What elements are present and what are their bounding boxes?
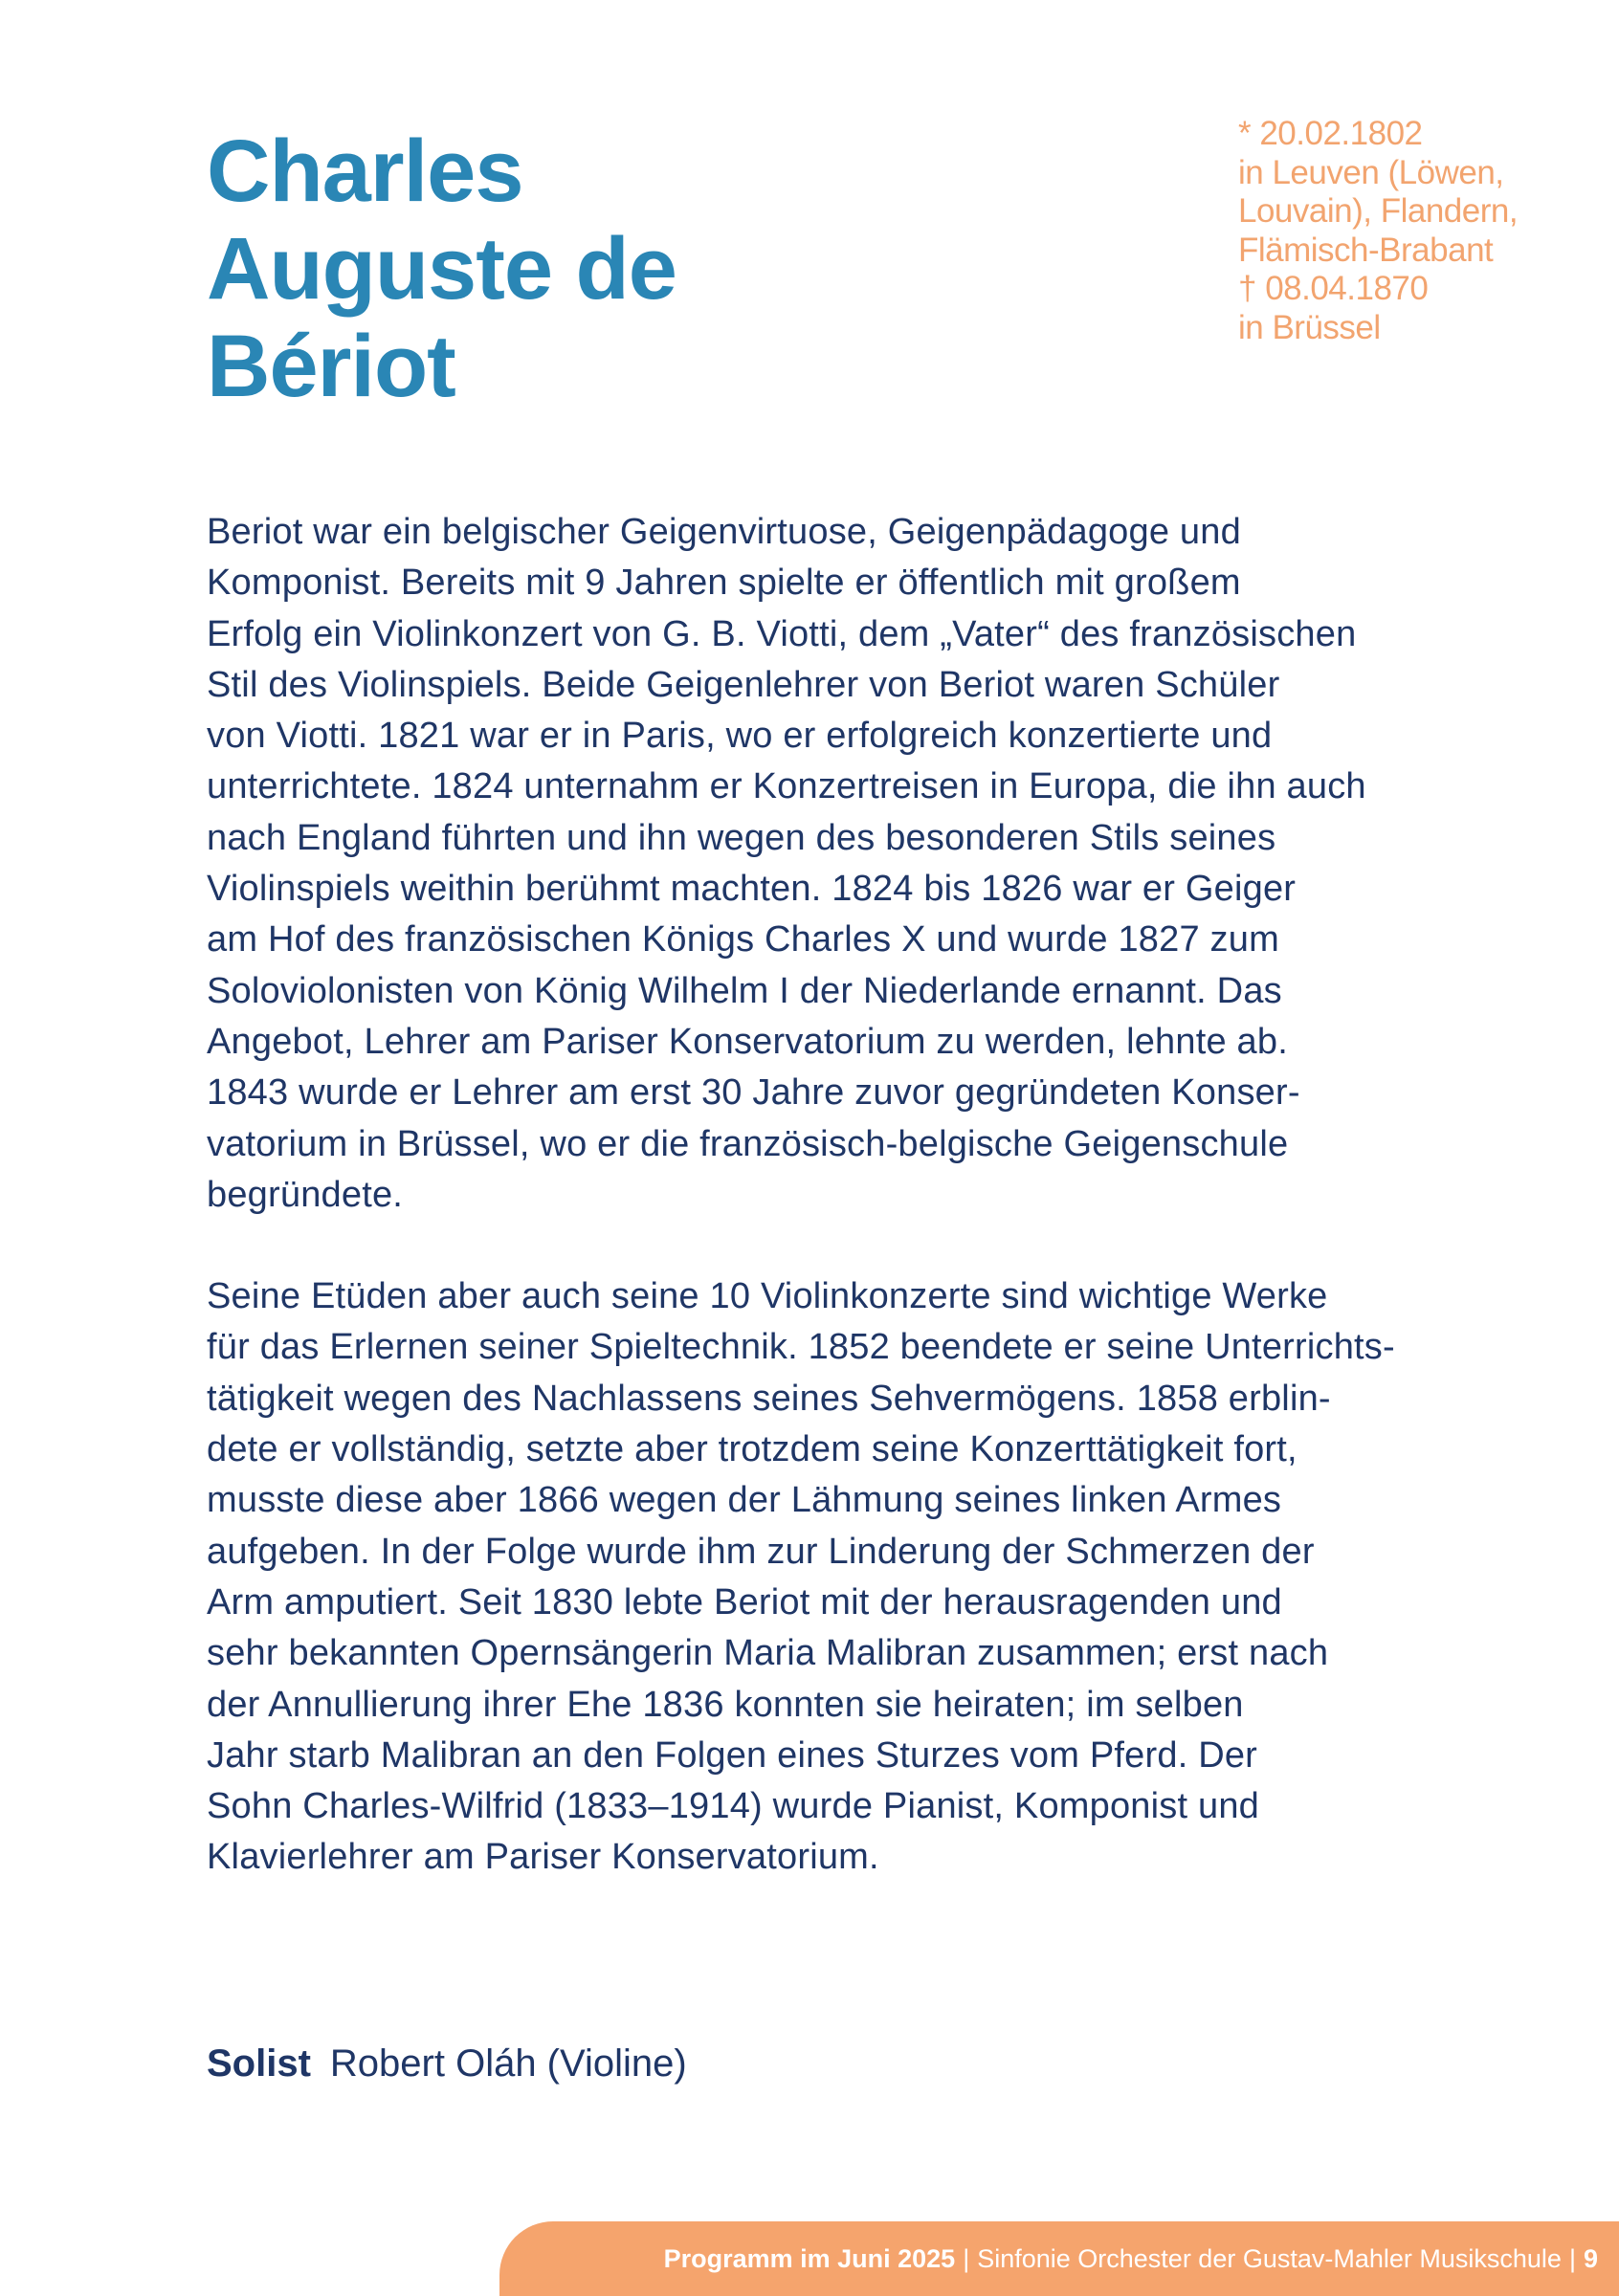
life-line: † 08.04.1870	[1238, 270, 1429, 307]
text-line: für das Erlernen seiner Spieltechnik. 1852 beendete er seine Unterrichts-	[207, 1327, 1395, 1368]
text-line: Jahr starb Malibran an den Folgen eines Sturzes vom Pferd. Der	[207, 1734, 1258, 1776]
footer-separator: |	[1568, 2244, 1576, 2273]
footer-separator: |	[963, 2244, 970, 2273]
title-line: Charles	[207, 122, 523, 220]
text-line: am Hof des französischen Königs Charles X und wurde 1827 zum	[207, 919, 1279, 960]
biography-text	[207, 507, 1431, 1884]
title-line: Auguste de	[207, 220, 676, 318]
text-line: der Annullierung ihrer Ehe 1836 konnten sie heiraten; im selben	[207, 1684, 1244, 1725]
composer-name-heading	[207, 122, 1068, 415]
text-line: Stil des Violinspiels. Beide Geigenlehrer von Beriot waren Schüler	[207, 664, 1280, 705]
text-line: begründete.	[207, 1174, 404, 1215]
text-line: Beriot war ein belgischer Geigenvirtuose, Geigenpädagoge und	[207, 512, 1241, 552]
title-line: Bériot	[207, 318, 455, 415]
life-line: Flämisch-Brabant	[1238, 231, 1494, 269]
soloist-label: Solist	[207, 2042, 311, 2085]
text-line: Erfolg ein Violinkonzert von G. B. Viotti, dem „Vater“ des französischen	[207, 613, 1357, 654]
text-line: 1843 wurde er Lehrer am erst 30 Jahre zuvor gegründeten Konser-	[207, 1072, 1300, 1114]
soloist-credit	[207, 2035, 687, 2092]
text-line: tätigkeit wegen des Nachlassens seines Sehvermögens. 1858 erblin-	[207, 1378, 1331, 1419]
footer-program: Programm im Juni 2025	[663, 2244, 956, 2273]
text-line: sehr bekannten Opernsängerin Maria Malibran zusammen; erst nach	[207, 1633, 1329, 1674]
life-dates	[1238, 115, 1611, 347]
text-line: von Viotti. 1821 war er in Paris, wo er erfolgreich konzertierte und	[207, 716, 1273, 757]
page-number: 9	[1583, 2244, 1598, 2273]
text-line: Seine Etüden aber auch seine 10 Violinkonzerte sind wichtige Werke	[207, 1276, 1328, 1317]
biography-paragraph-1	[207, 507, 1431, 1221]
biography-paragraph-2	[207, 1271, 1431, 1884]
life-line: * 20.02.1802	[1238, 115, 1423, 152]
text-line: Komponist. Bereits mit 9 Jahren spielte er öffentlich mit großem	[207, 563, 1241, 604]
text-line: aufgeben. In der Folge wurde ihm zur Linderung der Schmerzen der	[207, 1531, 1315, 1572]
text-line: Violinspiels weithin berühmt machten. 1824 bis 1826 war er Geiger	[207, 869, 1297, 910]
life-line: in Leuven (Löwen,	[1238, 153, 1504, 191]
text-line: nach England führten und ihn wegen des besonderen Stils seines	[207, 817, 1276, 858]
text-line: Soloviolonisten von König Wilhelm I der Niederlande ernannt. Das	[207, 970, 1282, 1011]
text-line: musste diese aber 1866 wegen der Lähmung seines linken Armes	[207, 1480, 1282, 1521]
footer-orchestra: Sinfonie Orchester der Gustav-Mahler Musikschule	[977, 2244, 1562, 2273]
text-line: dete er vollständig, setzte aber trotzdem seine Konzerttätigkeit fort,	[207, 1429, 1297, 1470]
life-line: Louvain), Flandern,	[1238, 192, 1519, 230]
page-footer	[499, 2221, 1619, 2296]
text-line: Arm amputiert. Seit 1830 lebte Beriot mit der herausragenden und	[207, 1581, 1282, 1623]
text-line: vatorium in Brüssel, wo er die französisch-belgische Geigenschule	[207, 1123, 1289, 1164]
soloist-name: Robert Oláh (Violine)	[329, 2042, 687, 2085]
text-line: Klavierlehrer am Pariser Konservatorium.	[207, 1837, 879, 1878]
text-line: Sohn Charles-Wilfrid (1833–1914) wurde Pianist, Komponist und	[207, 1786, 1259, 1827]
life-line: in Brüssel	[1238, 308, 1381, 346]
text-line: Angebot, Lehrer am Pariser Konservatorium zu werden, lehnte ab.	[207, 1021, 1288, 1062]
text-line: unterrichtete. 1824 unternahm er Konzertreisen in Europa, die ihn auch	[207, 766, 1366, 807]
